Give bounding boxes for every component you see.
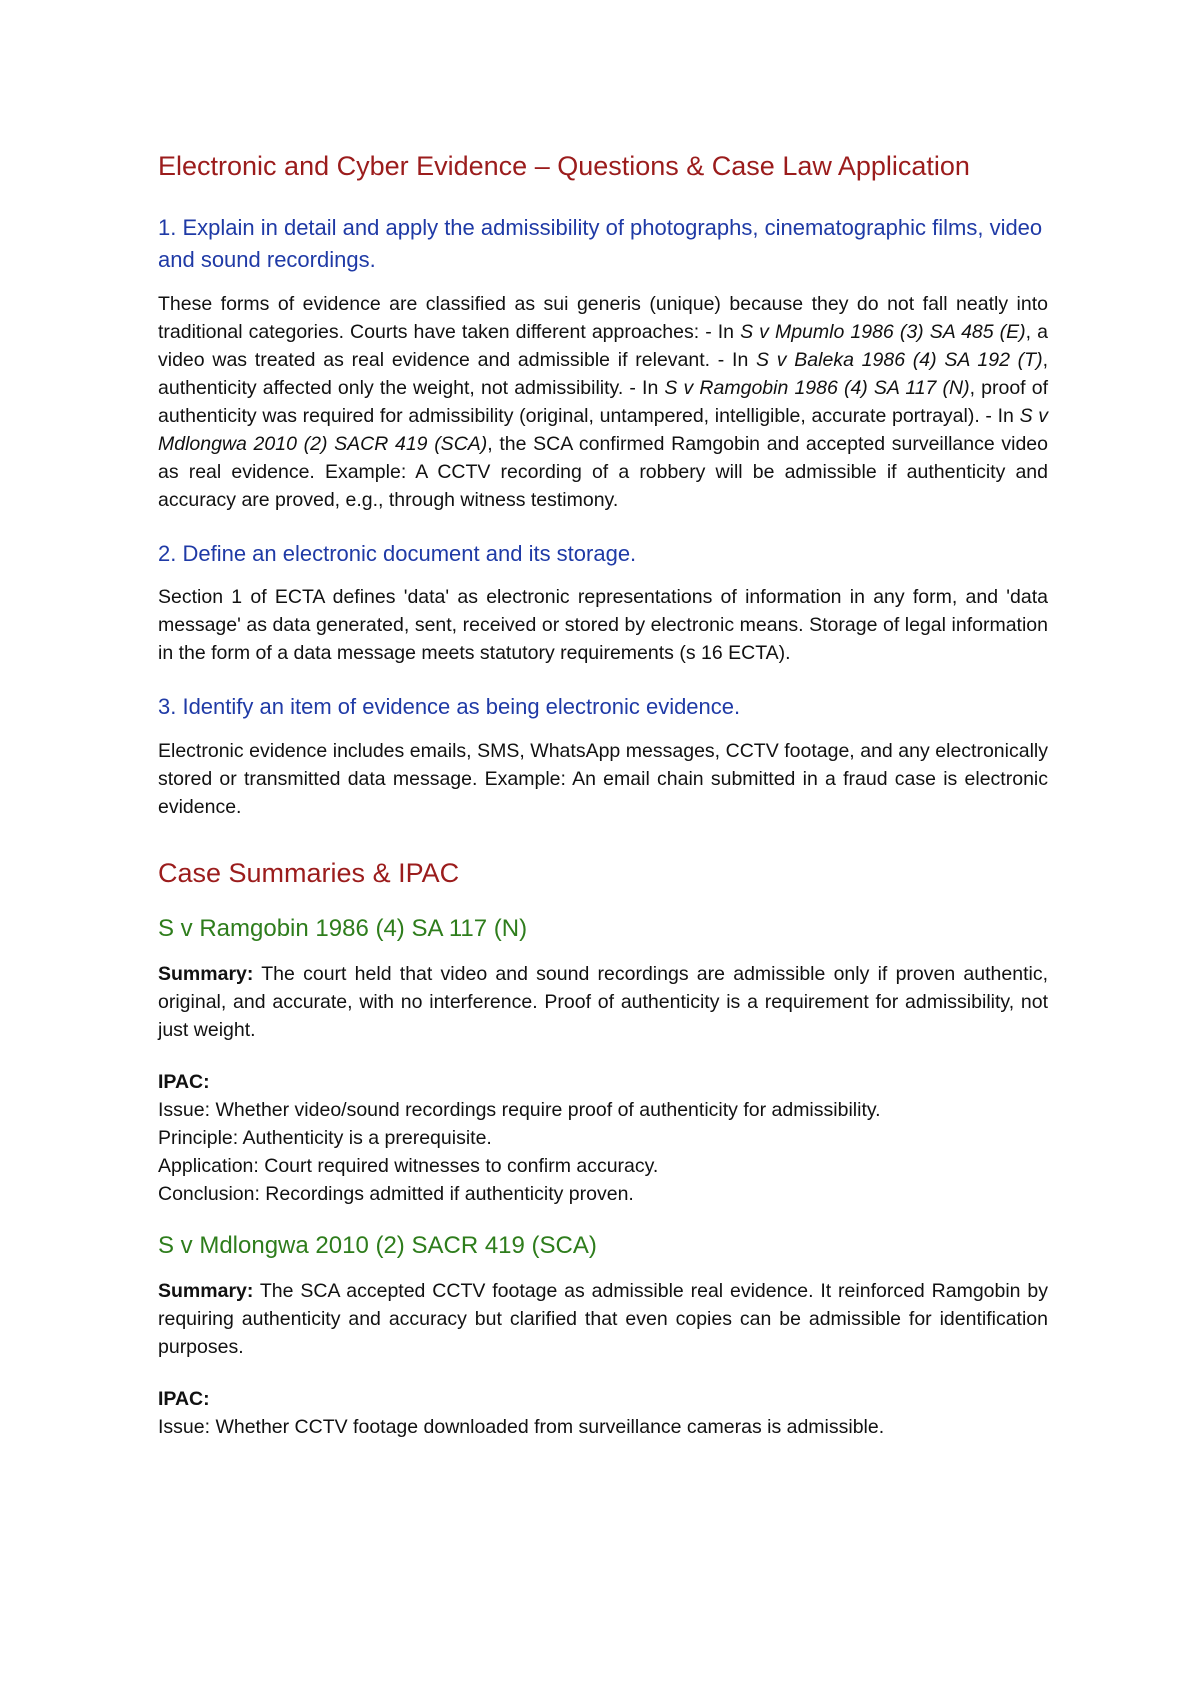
answer-text: These forms of evidence are classified as sui generis (unique) because they do not fall neatly into traditional categories. Courts have taken different approaches: - In — [158, 292, 1048, 343]
cases-section-title: Case Summaries & IPAC — [158, 858, 460, 889]
case-1-title: S v Ramgobin 1986 (4) SA 117 (N) — [158, 915, 528, 943]
case-1-ipac-application: Application: Court required witnesses to confirm accuracy. — [158, 1155, 659, 1178]
case-2-ipac-issue: Issue: Whether CCTV footage downloaded from surveillance cameras is admissible. — [158, 1416, 885, 1439]
question-1-heading: 1. Explain in detail and apply the admissibility of photographs, cinematographic films, video and sound recordings. — [158, 214, 1043, 272]
case-1-ipac-issue: Issue: Whether video/sound recordings require proof of authenticity for admissibility. — [158, 1099, 881, 1122]
question-3-answer: Electronic evidence includes emails, SMS, WhatsApp messages, CCTV footage, and any electronically stored or transmitted data message. Example: An email chain submitted in a fraud case is electronic evidence. — [158, 740, 1048, 819]
summary-label: Summary: — [158, 963, 254, 986]
answer-text: , the SCA confirmed Ramgobin and accepted surveillance video as real evidence. Example: A CCTV recording of a robbery will be admissible if authenticity and accuracy are proved, e.g., through witness testimony. — [158, 432, 1048, 511]
question-1-answer — [158, 290, 1048, 514]
case-2-title: S v Mdlongwa 2010 (2) SACR 419 (SCA) — [158, 1232, 597, 1260]
answer-text: , authenticity affected only the weight, not admissibility. - In — [158, 348, 1048, 399]
answer-text: , a video was treated as real evidence and admissible if relevant. - In — [158, 320, 1048, 371]
case-citation: S v Baleka 1986 (4) SA 192 (T) — [756, 348, 1043, 371]
case-citation: S v Ramgobin 1986 (4) SA 117 (N) — [664, 376, 970, 399]
document-title: Electronic and Cyber Evidence – Questions & Case Law Application — [158, 151, 970, 181]
case-2-summary — [158, 1277, 1048, 1361]
case-1-ipac-principle: Principle: Authenticity is a prerequisite. — [158, 1127, 492, 1150]
summary-label: Summary: — [158, 1280, 254, 1303]
case-1-ipac-label: IPAC: — [158, 1071, 210, 1094]
question-2-heading: 2. Define an electronic document and its storage. — [158, 540, 637, 566]
document-page — [158, 150, 1048, 1441]
answer-text: , proof of authenticity was required for admissibility (original, untampered, intelligible, accurate portrayal). - In — [158, 376, 1048, 427]
case-2-ipac-label: IPAC: — [158, 1388, 210, 1411]
case-citation: S v Mdlongwa 2010 (2) SACR 419 (SCA) — [158, 404, 1048, 455]
spacer — [158, 1208, 1048, 1230]
summary-text: The SCA accepted CCTV footage as admissible real evidence. It reinforced Ramgobin by requiring authenticity and accuracy but clarified that even copies can be admissible for identification purposes. — [158, 1280, 1048, 1359]
question-2-answer: Section 1 of ECTA defines 'data' as electronic representations of information in any form, and 'data message' as data generated, sent, received or stored by electronic means. Storage of legal information in the form of a data message meets statutory requirements (s 16 ECTA). — [158, 586, 1048, 665]
case-1-ipac-conclusion: Conclusion: Recordings admitted if authenticity proven. — [158, 1183, 634, 1206]
case-citation: S v Mpumlo 1986 (3) SA 485 (E) — [740, 320, 1026, 343]
case-1-summary — [158, 960, 1048, 1044]
summary-text: The court held that video and sound recordings are admissible only if proven authentic, original, and accurate, with no interference. Proof of authenticity is a requirement for admissibility, not just weight. — [158, 963, 1048, 1042]
question-3-heading: 3. Identify an item of evidence as being electronic evidence. — [158, 694, 741, 720]
